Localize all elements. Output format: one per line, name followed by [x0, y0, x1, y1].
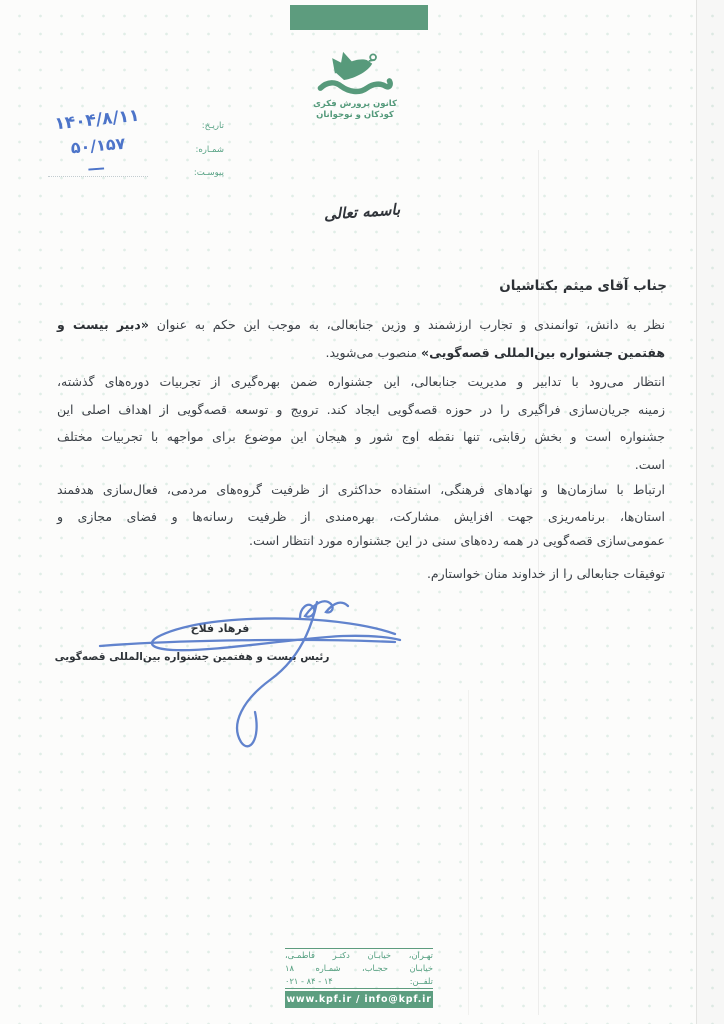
handwritten-number: ۵۰/۱۵۷	[69, 133, 127, 158]
phone-value: ۰۲۱ - ۸۴ - ۱۴	[285, 976, 333, 986]
scan-fold-crease-lower	[468, 690, 469, 1015]
p1-l2-bold: هفتمین جشنواره بین‌المللی قصه‌گویی»	[421, 345, 665, 360]
body-p3-line2: استان‌ها، برنامه‌ریزی جهت افزایش مشارکت، بهره‌مندی از ظرفیت رسانه‌ها و فضای مجازی و	[57, 509, 665, 524]
kanoon-bird-logo-icon	[310, 50, 398, 100]
body-p2-line2: زمینه جریان‌سازی فراگیری را در حوزه قصه‌گویی ایجاد کند. ترویج و توسعه قصه‌گویی از اهداف اصلی این	[57, 402, 665, 417]
body-p1-line1	[57, 315, 665, 335]
footer-web-box	[285, 991, 433, 1008]
footer-contact-block	[285, 948, 433, 1008]
footer-phone-line	[285, 975, 433, 988]
body-p2-line4: است.	[634, 457, 665, 472]
handwritten-date: ۱۴۰۴/۸/۱۱	[53, 105, 141, 135]
attachment-label: پیوسـت:	[193, 168, 224, 178]
website-email-text: www.kpf.ir / info@kpf.ir	[286, 994, 432, 1005]
scan-edge-shadow	[697, 0, 724, 1024]
body-p2-line3: جشنواره است و بخش رقابتی، تنها نقطه اوج شور و هیجان این موضوع برای مواجهه با تجربیات مختلف	[57, 429, 665, 444]
body-p2-line1: انتظار می‌رود با تدابیر و مدیریت جنابعالی، این جشنواره ضمن بهره‌گیری از تجربیات دوره‌های گذشته،	[57, 374, 665, 389]
ink-signature	[95, 588, 425, 763]
scan-fold-crease	[538, 150, 539, 1015]
handwritten-attachment-dash: ـــ	[87, 155, 105, 175]
footer-rule-bottom	[285, 988, 433, 989]
body-p3-line1: ارتباط با سازمان‌ها و نهادهای فرهنگی، استفاده حداکثری از ظرفیت گروه‌های مردمی، فعال‌سازی هدفمند	[57, 482, 665, 497]
logo-text-line2: کودکان و نوجوانان	[316, 110, 394, 120]
date-label: تاریـخ:	[201, 121, 224, 131]
body-p1-line2	[57, 343, 670, 363]
closing-line: توفیقات جنابعالی را از خداوند منان خواستارم.	[426, 566, 665, 581]
body-p3-line3: عمومی‌سازی قصه‌گویی در همه رده‌های سنی در این جشنواره مورد انتظار است.	[248, 533, 665, 548]
salutation-line: جناب آقای میثم بکتاشیان	[499, 278, 667, 294]
signatory-name: فرهاد فلاح	[190, 622, 250, 635]
logo-wordmark	[295, 99, 415, 121]
attachment-dotted-line	[48, 176, 148, 177]
logo-text-line1: کانون پرورش فکری	[313, 99, 397, 109]
p1-l2-normal: منصوب می‌شوید.	[325, 345, 422, 360]
number-label: شمـاره:	[195, 145, 224, 155]
letterhead-green-bar	[290, 5, 428, 30]
phone-label: تلفــن:	[409, 976, 433, 986]
p1-l1-normal: نظر به دانش، توانمندی و تجارب ارزشمند و وزین جنابعالی، به موجب این حکم به عنوان	[148, 317, 665, 332]
bismillah-calligraphy: باسمه تعالی	[323, 200, 401, 224]
footer-address-line1: تهـران، خیابـان دکتـر فاطمـی،	[285, 950, 433, 960]
footer-address-line2: خیابـان حجـاب، شمـاره ۱۸	[285, 963, 433, 973]
p1-l1-bold: «دبیر بیست و	[57, 317, 149, 332]
signatory-title: رئیس بیست و هفتمین جشنواره بین‌المللی قصه‌گویی	[54, 651, 330, 663]
